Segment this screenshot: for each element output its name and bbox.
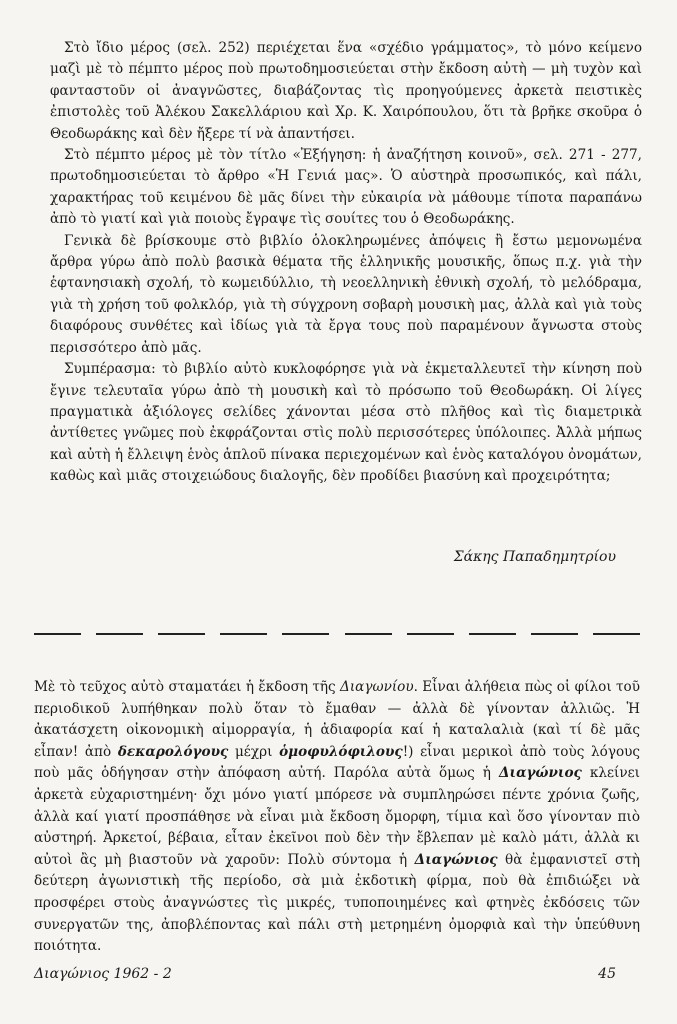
divider-dash bbox=[531, 633, 578, 635]
notice-text: !) εἶναι μερικοὶ ἀπὸ τοὺς λόγους ποὺ μᾶς ὁδήγησαν στὴν ἀπόφαση αὐτή. Παρόλα αὐτὰ ὅμως ἡ bbox=[34, 743, 641, 782]
notice-text: θὰ ἐμφανιστεῖ στὴ δεύτερη ἀγωνιστικὴ τῆς περίοδο, σὰ μιὰ ἐκδοτικὴ φίρμα, ποὺ θὰ ἐπιδιώξει νὰ προσφέρει στοὺς ἀναγνώστες τὶς μικρές, τυποποιημένες καὶ φτηνὲς ἐκδόσεις τῶν συνεργατῶν της, ἀποβλέποντας καὶ πάλι στὴ μετρημένη ὀμορφιὰ καὶ τὴν ὑπεύθυνη ποιότητα. bbox=[34, 851, 640, 955]
review-author-signature: Σάκης Παπαδημητρίου bbox=[453, 549, 616, 565]
journal-title: Διαγωνίου bbox=[340, 679, 414, 695]
journal-title: Διαγώνιος bbox=[498, 765, 582, 782]
notice-text: Μὲ τὸ τεῦχος αὐτὸ σταματάει ἡ ἔκδοση τῆς bbox=[34, 679, 341, 695]
notice-text: κλείνει ἀρκετὰ εὐχαριστημένη· ὄχι μόνο γιατί μπόρεσε νὰ συμπληρώσει πέντε χρόνια ζωῆς, ἀλλὰ καί γιατί προσπάθησε νὰ εἶναι μιὰ ἔκδοση ὄμορφη, τίμια καὶ ὅσο γίνονταν πιὸ αὐστηρή. Ἀρκετοί, βέβαια, εἶταν ἐκεῖνοι ποὺ δὲν τὴν ἔβλεπαν μὲ καλὸ μάτι, ἀλλὰ κι αὐτοὶ ἂς μὴ βιαστοῦν νὰ χαροῦν: Πολὺ σύντομα ἡ bbox=[34, 765, 640, 868]
emphasized-word: ὁμοφυλόφιλους bbox=[279, 743, 403, 760]
page-number: 45 bbox=[598, 966, 616, 982]
journal-title: Διαγώνιος bbox=[414, 851, 498, 868]
review-paragraph: Στὸ ἴδιο μέρος (σελ. 252) περιέχεται ἕνα «σχέδιο γράμματος», τὸ μόνο κείμενο μαζὶ μὲ τὸ πέμπτο μέρος ποὺ πρωτοδημοσιεύεται στὴν ἔκδοση αὐτὴ — μὴ τυχὸν καὶ φανταστοῦν οἱ ἀναγνῶστες, διαβάζοντας τὶς προηγούμενες ἀρκετὰ πειστικὲς ἐπιστολὲς τοῦ Ἀλέκου Σακελλάριου καὶ Χρ. Κ. Χαιρόπουλου, ὅτι τὰ βρῆκε σκοῦρα ὁ Θεοδωράκης καὶ δὲν ἤξερε τί νὰ ἀπαντήσει. bbox=[50, 40, 642, 142]
divider-dash bbox=[345, 633, 392, 635]
section-divider bbox=[34, 633, 640, 637]
review-paragraph: Συμπέρασμα: τὸ βιβλίο αὐτὸ κυκλοφόρησε γιὰ νὰ ἐκμεταλλευτεῖ τὴν κίνηση ποὺ ἔγινε τελευταῖα γύρω ἀπὸ τὴ μουσικὴ καὶ τὸ πρόσωπο τοῦ Θεοδωράκη. Οἱ λίγες πραγματικὰ ἀξιόλογες σελίδες χάνονται μέσα στὸ πλῆθος καὶ τὶς διαμετρικὰ ἀντίθετες γνῶμες ποὺ ἐκφράζονται στὶς πολὺ περισσότερες ὑπόλοιπες. Ἀλλὰ μήπως καὶ αὐτὴ ἡ ἔλλειψη ἑνὸς ἁπλοῦ πίνακα περιεχομένων καὶ ἑνὸς καταλόγου ὀνομάτων, καθὼς καὶ μιᾶς στοιχειώδους διαλογῆς, δὲν προδίδει βιασύνη καὶ προχειρότητα; bbox=[50, 361, 642, 485]
divider-dash bbox=[593, 633, 640, 635]
review-paragraph: Στὸ πέμπτο μέρος μὲ τὸν τίτλο «Ἐξήγηση: ἡ ἀναζήτηση κοινοῦ», σελ. 271 - 277, πρωτοδημοσιεύεται τὸ ἄρθρο «Ἡ Γενιά μας». Ὁ αὐστηρὰ προσωπικός, καὶ πάλι, χαρακτήρας τοῦ κειμένου δὲ μᾶς δίνει τὴν εὐκαιρία νὰ μάθουμε τίποτα παραπάνω ἀπὸ τὸ γιατί καὶ γιὰ ποιοὺς ἔγραψε τὶς σουίτες του ὁ Θεοδωράκης. bbox=[50, 147, 642, 228]
book-review-text bbox=[50, 38, 642, 488]
divider-dash bbox=[158, 633, 205, 635]
review-paragraph: Γενικὰ δὲ βρίσκουμε στὸ βιβλίο ὁλοκληρωμένες ἀπόψεις ἢ ἔστω μεμονωμένα ἄρθρα γύρω ἀπὸ πολὺ βασικὰ θέματα τῆς ἑλληνικῆς μουσικῆς, ὅπως π.χ. γιὰ τὴν ἑφτανησιακὴ σχολή, τὸ κωμειδύλλιο, τὴ νεοελληνικὴ ἐθνικὴ σχολή, τὸ μελόδραμα, γιὰ τὴ χρήση τοῦ φολκλόρ, γιὰ τὴ σύγχρονη σοβαρὴ μουσικὴ μας, ἀλλὰ καὶ γιὰ τοὺς διαφόρους συνθέτες καὶ ἰδίως γιὰ τὰ ἔργα τους ποὺ παραμένουν ἄγνωστα στοὺς περισσότερο ἀπὸ μᾶς. bbox=[50, 232, 642, 356]
emphasized-word: δεκαρολόγους bbox=[117, 743, 229, 760]
divider-dash bbox=[407, 633, 454, 635]
closing-notice-paragraph bbox=[34, 677, 640, 958]
notice-text: μέχρι bbox=[228, 743, 280, 760]
closing-notice bbox=[34, 677, 640, 958]
divider-dash bbox=[469, 633, 516, 635]
divider-dash bbox=[34, 633, 81, 635]
notice-text: . Εἶναι ἀλήθεια πὼς οἱ φίλοι τοῦ περιοδικοῦ λυπήθηκαν πολὺ ὅταν τὸ ἔμαθαν — ἀλλὰ δὲ γίνονταν ἀλλιῶς. Ἡ ἀκατάσχετη οἰκονομικὴ αἱμορραγία, ἡ ἀδιαφορία καί ἡ καταλαλιὰ (καὶ τί δὲ μᾶς εἶπαν! ἀπὸ bbox=[34, 679, 640, 760]
divider-dash bbox=[220, 633, 267, 635]
journal-issue: Διαγώνιος 1962 - 2 bbox=[34, 966, 172, 982]
divider-dash bbox=[96, 633, 143, 635]
divider-dash bbox=[282, 633, 329, 635]
